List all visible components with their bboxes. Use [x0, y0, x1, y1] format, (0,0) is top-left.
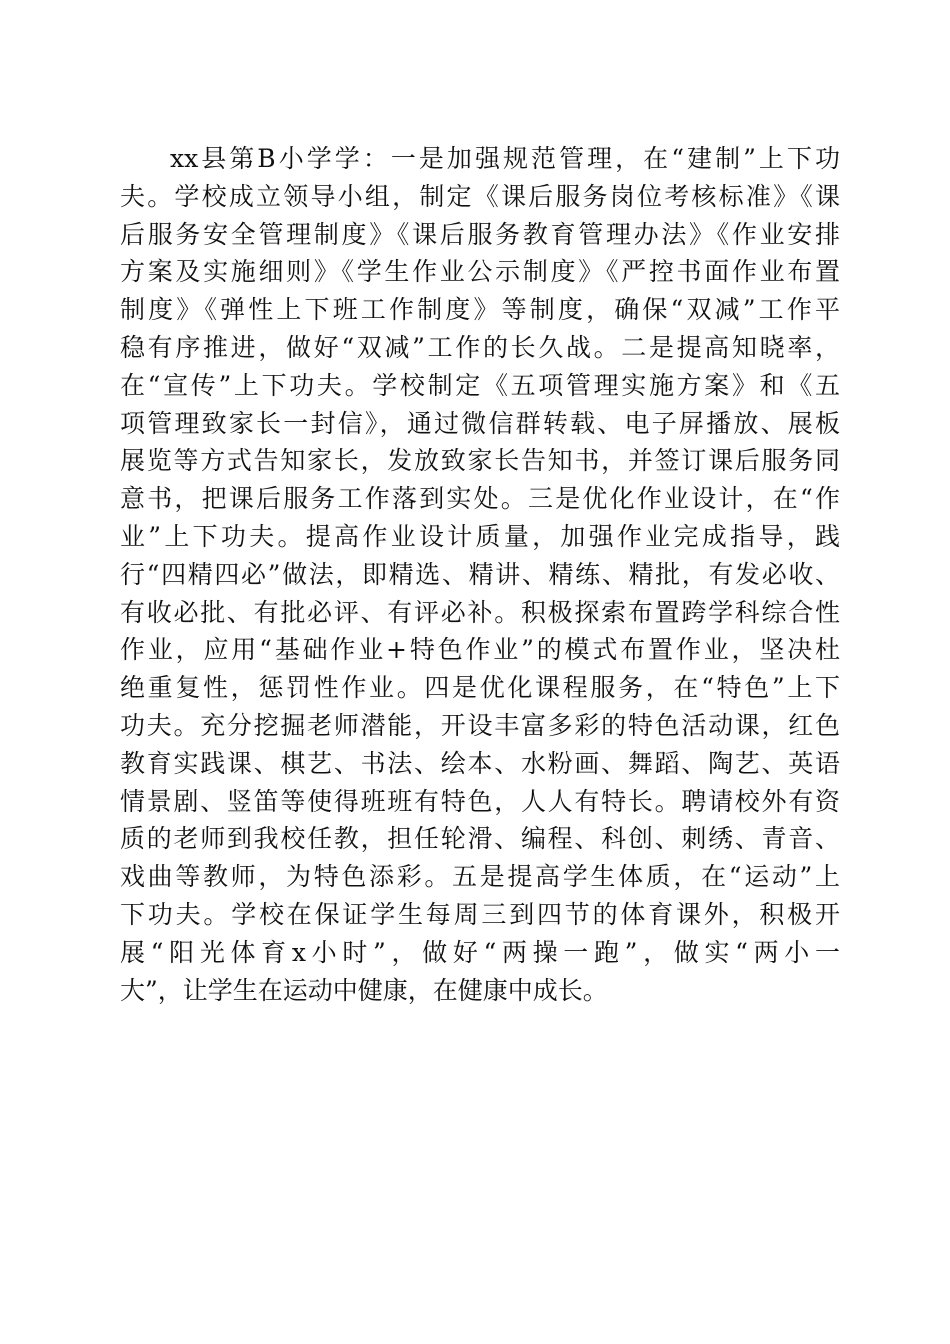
paragraph-line: 夫。学校成立领导小组，制定《课后服务岗位考核标准》《课: [120, 181, 840, 211]
paragraph-line: 作业，应用“基础作业+特色作业”的模式布置作业，坚决杜: [120, 635, 840, 665]
paragraph-line: 戏曲等教师，为特色添彩。五是提高学生体质，在“运动”上: [120, 862, 840, 892]
paragraph-line: 绝重复性，惩罚性作业。四是优化课程服务，在“特色”上下: [120, 673, 840, 703]
paragraph-line: 质的老师到我校任教，担任轮滑、编程、科创、刺绣、青音、: [120, 824, 840, 854]
paragraph-line: 展览等方式告知家长，发放致家长告知书，并签订课后服务同: [120, 446, 840, 476]
paragraph-line: 教育实践课、棋艺、书法、绘本、水粉画、舞蹈、陶艺、英语: [120, 748, 840, 778]
paragraph-line: 展“阳光体育x小时”，做好“两操一跑”，做实“两小一: [120, 937, 840, 967]
paragraph-line: 在“宣传”上下功夫。学校制定《五项管理实施方案》和《五: [120, 370, 840, 400]
paragraph-line: 大”，让学生在运动中健康，在健康中成长。: [120, 975, 608, 1005]
paragraph-line: 有收必批、有批必评、有评必补。积极探索布置跨学科综合性: [120, 597, 840, 627]
paragraph-line: 方案及实施细则》《学生作业公示制度》《严控书面作业布置: [120, 257, 840, 287]
paragraph-line: 业”上下功夫。提高作业设计质量，加强作业完成指导，践: [120, 521, 840, 551]
paragraph-line: 下功夫。学校在保证学生每周三到四节的体育课外，积极开: [120, 899, 840, 929]
paragraph-line: 后服务安全管理制度》《课后服务教育管理办法》《作业安排: [120, 219, 840, 249]
paragraph-line: 功夫。充分挖掘老师潜能，开设丰富多彩的特色活动课，红色: [120, 710, 840, 740]
paragraph-line: xx县第B小学学：一是加强规范管理，在“建制”上下功: [170, 144, 840, 173]
paragraph-line: 稳有序推进，做好“双减”工作的长久战。二是提高知晓率，: [120, 332, 840, 362]
paragraph-line: 行“四精四必”做法，即精选、精讲、精练、精批，有发必收、: [120, 559, 840, 589]
paragraph-line: 情景剧、竖笛等使得班班有特色，人人有特长。聘请校外有资: [120, 786, 840, 816]
body-paragraph: [120, 140, 840, 1009]
paragraph-line: 制度》《弹性上下班工作制度》等制度，确保“双减”工作平: [120, 295, 840, 325]
paragraph-line: 意书，把课后服务工作落到实处。三是优化作业设计，在“作: [120, 484, 840, 514]
paragraph-line: 项管理致家长一封信》，通过微信群转载、电子屏播放、展板: [120, 408, 840, 438]
